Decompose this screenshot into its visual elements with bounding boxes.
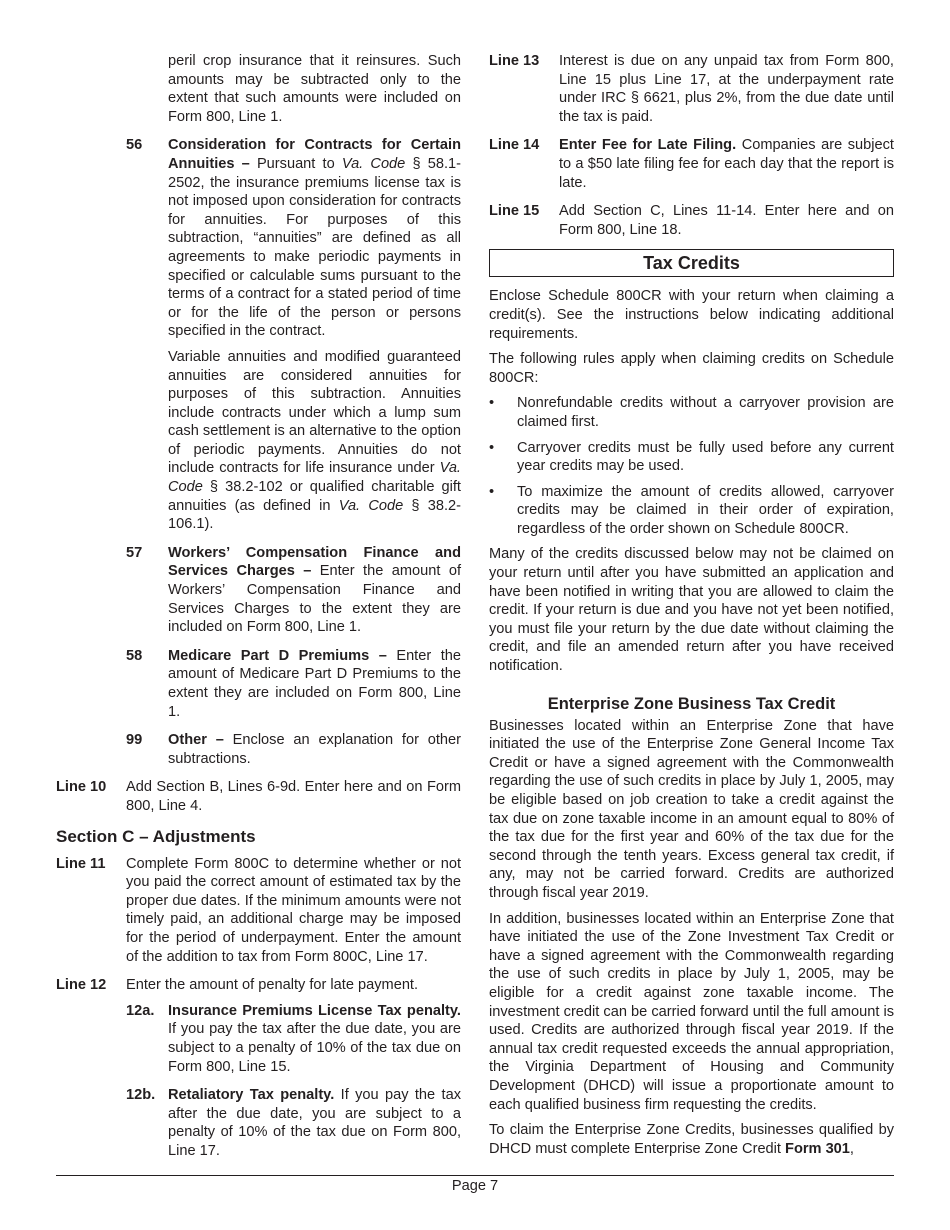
intro-paragraph: peril crop insurance that it reinsures. Such amounts may be subtracted only to the extent that such amounts were included on Form 800, Line 1. (168, 53, 461, 125)
item-56: 56 Consideration for Contracts for Certain Annuities – Pursuant to Va. Code § 58.1-2502, the insurance premiums license tax is not imposed upon consideration for contracts for annuities. For purposes of this subtraction, “annuities” are defined as all agreements to make periodic payments in specified or calculable sums pursuant to the terms of a contract for a stated period of time or for the life of the person or persons specified in the contract. Variable annuities and modified guaranteed annuities are considered annuities for purposes of this subtraction. Annuities include contracts under which a lump sum cash settlement is an alternative to the option of periodic payments. Annuities do not include contracts for life insurance under Va. Code § 38.2-102 or qualified charitable gift annuities (as defined in Va. Code § 38.2-106.1). (126, 137, 462, 533)
bullet-item: • To maximize the amount of credits allowed, carryover credits may be claimed in their order of expiration, regardless of the order shown on Schedule 800CR. (489, 483, 894, 537)
bullet-icon: • (489, 395, 495, 412)
footer-divider (56, 1175, 894, 1176)
item-title: Retaliatory Tax penalty. (168, 1087, 335, 1104)
paragraph: Businesses located within an Enterprise Zone that have initiated the use of the Enterprise Zone General Income Tax Credit or have a signed agreement with the Commonwealth regarding the use of such credits in place by July 1, 2005, may be eligible based on job creation to take a credit against the tax due on zone taxable income in an amount equal to 80% of the tax due for the first year and 60% of the tax due for the second through the tenth years. Excess general tax credit, if any, may not be carried forward. Credits are authorized through fiscal year 2019. (489, 717, 894, 901)
paragraph: Enclose Schedule 800CR with your return when claiming a credit(s). See the instructions below indicating additional requirements. (489, 288, 894, 342)
left-column (56, 52, 461, 1160)
line-12: Line 12 Enter the amount of penalty for late payment. (56, 977, 419, 994)
page-number: Page 7 (451, 1178, 499, 1194)
item-99: 99 Other – Enclose an explanation for other subtractions. (126, 732, 462, 767)
item-56-paragraph-2: Variable annuities and modified guaranteed annuities are considered annuities for purposes of this subtraction. Annuities include contracts under which a lump sum cash settlement is an alternative to the option of periodic payments. Annuities do not include contracts for life insurance under Va. Code § 38.2-102 or qualified charitable gift annuities (as defined in Va. Code § 38.2-106.1). (168, 348, 462, 533)
item-title: Workers’ Compensation Finance and Services Charges – (168, 544, 461, 580)
item-title: Medicare Part D Premiums – (168, 647, 387, 664)
bullet-item: • Carryover credits must be fully used before any current year credits may be used. (489, 439, 894, 475)
bullet-item: • Nonrefundable credits without a carryover provision are claimed first. (489, 395, 894, 430)
item-12b: 12b. Retaliatory Tax penalty. If you pay the tax after the due date, you are subject to a penalty of 10% of the tax due on Form 800, Line 17. (126, 1087, 461, 1159)
line-11: Line 11 Complete Form 800C to determine whether or not you paid the correct amount of estimated tax by the proper due dates. If the minimum amounts were not timely paid, an additional charge may be imposed for the period of underpayment. Enter the amount of the addition to tax from Form 800C, Line 17. (56, 855, 461, 965)
paragraph: In addition, businesses located within an Enterprise Zone that have initiated the use of the Zone Investment Tax Credit or have a signed agreement with the Commonwealth regarding the use of such credits in place by July 1, 2005, may be eligible for a credit against zone taxable income. The investment credit can be carried forward until the full amount is used. Credits are authorized through fiscal year 2019. If the annual tax credit requested exceeds the annual appropriation, the Virginia Department of Housing and Community Development (DHCD) will issue a proportionate amount to each qualified business firm requesting the credits. (489, 910, 894, 1113)
item-58: 58 Medicare Part D Premiums – Enter the amount of Medicare Part D Premiums to the extent they are included on Form 800, Line 1. (126, 647, 461, 720)
item-title: Consideration for Contracts for Certain Annuities – (168, 137, 461, 172)
line-15: Line 15 Add Section C, Lines 11-14. Enter here and on Form 800, Line 18. (489, 203, 894, 238)
item-12a: 12a. Insurance Premiums License Tax penalty. If you pay the tax after the due date, you are subject to a penalty of 10% of the tax due on Form 800, Line 15. (126, 1002, 461, 1075)
line-14: Line 14 Enter Fee for Late Filing. Companies are subject to a $50 late filing fee for each day that the report is late. (489, 137, 894, 191)
section-c-heading: Section C – Adjustments (56, 826, 256, 846)
line-10: Line 10 Add Section B, Lines 6-9d. Enter here and on Form 800, Line 4. (56, 779, 461, 814)
item-title: Other – (168, 732, 224, 749)
bullet-icon: • (489, 439, 495, 456)
enterprise-zone-heading: Enterprise Zone Business Tax Credit (547, 694, 836, 713)
paragraph: To claim the Enterprise Zone Credits, businesses qualified by DHCD must complete Enterprise Zone Credit Form 301, (489, 1122, 894, 1157)
line-13: Line 13 Interest is due on any unpaid tax from Form 800, Line 15 plus Line 17, at the underpayment rate under IRC § 6621, plus 2%, from the due date until the tax is paid. (489, 53, 894, 125)
paragraph: The following rules apply when claiming credits on Schedule 800CR: (489, 351, 894, 386)
bullet-icon: • (489, 483, 495, 500)
tax-credits-heading: Tax Credits (489, 249, 894, 277)
right-column (489, 52, 894, 1158)
item-title: Insurance Premiums License Tax penalty. (168, 1002, 461, 1019)
item-number: 56 (126, 137, 143, 154)
item-57: 57 Workers’ Compensation Finance and Services Charges – Enter the amount of Workers’ Compensation Finance and Services Charges to the extent they are included on Form 800, Line 1. (126, 544, 461, 636)
paragraph: Many of the credits discussed below may not be claimed on your return until after you have submitted an application and have been notified in writing that you are allowed to claim the credit. If your return is due and you have not yet been notified, you must file your return by the due date without claiming the credit, and file an amended return after you have received notification. (489, 546, 894, 675)
